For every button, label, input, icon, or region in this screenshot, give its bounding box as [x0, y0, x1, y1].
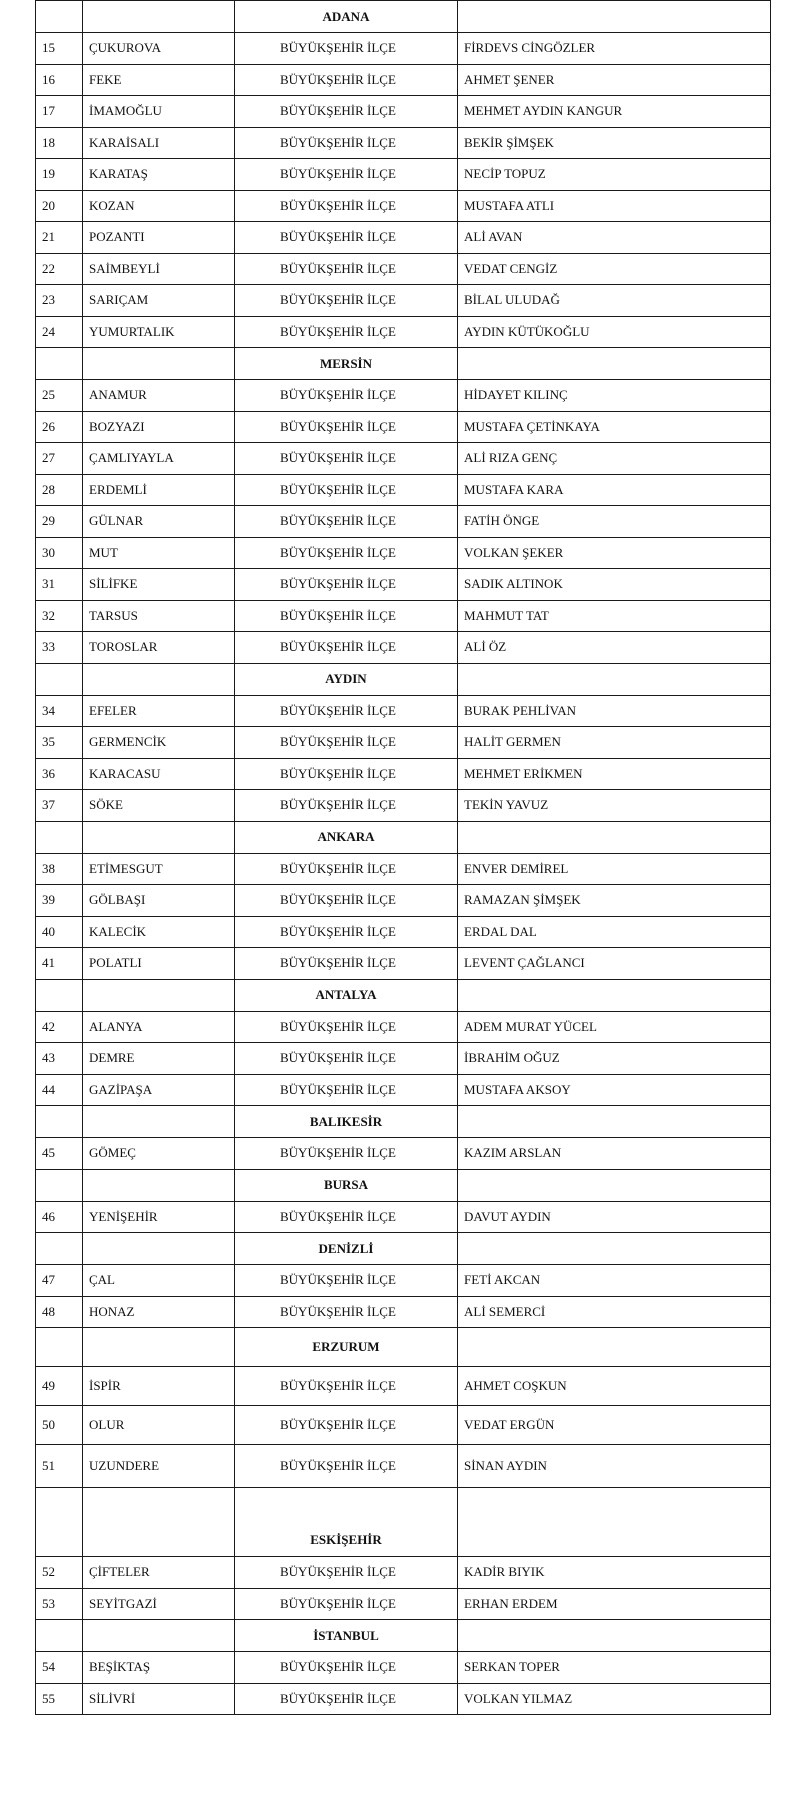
table-row: [36, 127, 771, 159]
municipality-type: BÜYÜKŞEHİR İLÇE: [235, 1265, 458, 1297]
candidate-name: MUSTAFA KARA: [458, 474, 771, 506]
municipality-type: BÜYÜKŞEHİR İLÇE: [235, 1588, 458, 1620]
district-name: GERMENCİK: [83, 727, 235, 759]
municipality-type: BÜYÜKŞEHİR İLÇE: [235, 443, 458, 475]
empty-cell: [83, 663, 235, 695]
candidate-name: FİRDEVS CİNGÖZLER: [458, 33, 771, 65]
municipality-type: BÜYÜKŞEHİR İLÇE: [235, 96, 458, 128]
table-row: [36, 190, 771, 222]
district-name: BEŞİKTAŞ: [83, 1652, 235, 1684]
table-row: [36, 853, 771, 885]
candidate-name: KADİR BIYIK: [458, 1557, 771, 1589]
district-name: DEMRE: [83, 1043, 235, 1075]
empty-cell: [458, 1169, 771, 1201]
candidate-name: BEKİR ŞİMŞEK: [458, 127, 771, 159]
table-row: [36, 1011, 771, 1043]
municipality-type: BÜYÜKŞEHİR İLÇE: [235, 916, 458, 948]
row-number: 24: [36, 316, 83, 348]
row-number: 40: [36, 916, 83, 948]
district-name: GÜLNAR: [83, 506, 235, 538]
empty-cell: [458, 821, 771, 853]
table-row: [36, 569, 771, 601]
municipality-type: BÜYÜKŞEHİR İLÇE: [235, 537, 458, 569]
candidate-name: VEDAT ERGÜN: [458, 1406, 771, 1445]
row-number: 51: [36, 1445, 83, 1488]
row-number: 27: [36, 443, 83, 475]
candidate-name: KAZIM ARSLAN: [458, 1138, 771, 1170]
table-row: [36, 1201, 771, 1233]
candidate-name: SİNAN AYDIN: [458, 1445, 771, 1488]
candidate-name: AYDIN KÜTÜKOĞLU: [458, 316, 771, 348]
empty-cell: [36, 663, 83, 695]
row-number: 43: [36, 1043, 83, 1075]
province-name: MERSİN: [235, 348, 458, 380]
municipality-type: BÜYÜKŞEHİR İLÇE: [235, 159, 458, 191]
municipality-type: BÜYÜKŞEHİR İLÇE: [235, 1011, 458, 1043]
province-name: ANKARA: [235, 821, 458, 853]
row-number: 45: [36, 1138, 83, 1170]
district-name: KOZAN: [83, 190, 235, 222]
municipality-type: BÜYÜKŞEHİR İLÇE: [235, 380, 458, 412]
district-name: SAİMBEYLİ: [83, 253, 235, 285]
empty-cell: [458, 1620, 771, 1652]
municipality-type: BÜYÜKŞEHİR İLÇE: [235, 1043, 458, 1075]
municipality-type: BÜYÜKŞEHİR İLÇE: [235, 1683, 458, 1715]
table-row: [36, 1652, 771, 1684]
district-name: TARSUS: [83, 600, 235, 632]
district-name: GÖLBAŞI: [83, 885, 235, 917]
row-number: 47: [36, 1265, 83, 1297]
candidate-name: ALİ ÖZ: [458, 632, 771, 664]
empty-cell: [36, 821, 83, 853]
empty-cell: [458, 979, 771, 1011]
table-row: [36, 1557, 771, 1589]
province-name: ADANA: [235, 1, 458, 33]
candidate-name: MUSTAFA ÇETİNKAYA: [458, 411, 771, 443]
empty-cell: [83, 1488, 235, 1557]
empty-cell: [458, 1328, 771, 1367]
province-header-row: [36, 979, 771, 1011]
municipality-type: BÜYÜKŞEHİR İLÇE: [235, 64, 458, 96]
row-number: 31: [36, 569, 83, 601]
row-number: 30: [36, 537, 83, 569]
table-row: [36, 537, 771, 569]
row-number: 44: [36, 1074, 83, 1106]
municipality-type: BÜYÜKŞEHİR İLÇE: [235, 790, 458, 822]
table-row: [36, 1074, 771, 1106]
empty-cell: [36, 1620, 83, 1652]
table-row: [36, 1406, 771, 1445]
table-row: [36, 885, 771, 917]
row-number: 32: [36, 600, 83, 632]
province-name: BURSA: [235, 1169, 458, 1201]
province-header-row: [36, 1, 771, 33]
candidate-name: MEHMET ERİKMEN: [458, 758, 771, 790]
municipality-type: BÜYÜKŞEHİR İLÇE: [235, 411, 458, 443]
district-name: İMAMOĞLU: [83, 96, 235, 128]
table-row: [36, 159, 771, 191]
municipality-type: BÜYÜKŞEHİR İLÇE: [235, 1296, 458, 1328]
candidate-name: DAVUT AYDIN: [458, 1201, 771, 1233]
empty-cell: [83, 1106, 235, 1138]
candidate-name: ADEM MURAT YÜCEL: [458, 1011, 771, 1043]
table-row: [36, 285, 771, 317]
row-number: 41: [36, 948, 83, 980]
district-name: KARAİSALI: [83, 127, 235, 159]
district-name: MUT: [83, 537, 235, 569]
municipality-type: BÜYÜKŞEHİR İLÇE: [235, 1201, 458, 1233]
municipality-type: BÜYÜKŞEHİR İLÇE: [235, 253, 458, 285]
district-name: TOROSLAR: [83, 632, 235, 664]
province-name: ERZURUM: [235, 1328, 458, 1367]
row-number: 49: [36, 1367, 83, 1406]
municipality-type: BÜYÜKŞEHİR İLÇE: [235, 1557, 458, 1589]
table-row: [36, 1367, 771, 1406]
empty-cell: [458, 1233, 771, 1265]
row-number: 54: [36, 1652, 83, 1684]
province-header-row: [36, 1106, 771, 1138]
candidate-list-document: [35, 0, 770, 1715]
table-row: [36, 1588, 771, 1620]
empty-cell: [36, 1, 83, 33]
district-name: FEKE: [83, 64, 235, 96]
candidate-name: MUSTAFA ATLI: [458, 190, 771, 222]
district-name: ÇAMLIYAYLA: [83, 443, 235, 475]
row-number: 26: [36, 411, 83, 443]
district-name: KARATAŞ: [83, 159, 235, 191]
empty-cell: [458, 348, 771, 380]
empty-cell: [83, 1, 235, 33]
district-name: POLATLI: [83, 948, 235, 980]
empty-cell: [36, 348, 83, 380]
row-number: 52: [36, 1557, 83, 1589]
municipality-type: BÜYÜKŞEHİR İLÇE: [235, 1652, 458, 1684]
row-number: 20: [36, 190, 83, 222]
row-number: 33: [36, 632, 83, 664]
candidate-name: FATİH ÖNGE: [458, 506, 771, 538]
table-row: [36, 1265, 771, 1297]
municipality-type: BÜYÜKŞEHİR İLÇE: [235, 285, 458, 317]
municipality-type: BÜYÜKŞEHİR İLÇE: [235, 695, 458, 727]
candidate-name: LEVENT ÇAĞLANCI: [458, 948, 771, 980]
row-number: 37: [36, 790, 83, 822]
table-row: [36, 253, 771, 285]
candidate-name: HİDAYET KILINÇ: [458, 380, 771, 412]
province-header-row: [36, 821, 771, 853]
table-row: [36, 758, 771, 790]
province-name: AYDIN: [235, 663, 458, 695]
table-row: [36, 600, 771, 632]
empty-cell: [83, 1169, 235, 1201]
province-header-row: [36, 348, 771, 380]
table-row: [36, 1445, 771, 1488]
row-number: 34: [36, 695, 83, 727]
district-name: İSPİR: [83, 1367, 235, 1406]
province-name: BALIKESİR: [235, 1106, 458, 1138]
municipality-type: BÜYÜKŞEHİR İLÇE: [235, 569, 458, 601]
district-name: HONAZ: [83, 1296, 235, 1328]
row-number: 18: [36, 127, 83, 159]
row-number: 48: [36, 1296, 83, 1328]
empty-cell: [458, 1, 771, 33]
district-name: ÇUKUROVA: [83, 33, 235, 65]
candidate-name: BİLAL ULUDAĞ: [458, 285, 771, 317]
row-number: 42: [36, 1011, 83, 1043]
district-name: YUMURTALIK: [83, 316, 235, 348]
candidate-name: AHMET COŞKUN: [458, 1367, 771, 1406]
district-name: ÇAL: [83, 1265, 235, 1297]
candidate-name: BURAK PEHLİVAN: [458, 695, 771, 727]
candidate-name: ALİ SEMERCİ: [458, 1296, 771, 1328]
district-name: GÖMEÇ: [83, 1138, 235, 1170]
empty-cell: [36, 1169, 83, 1201]
row-number: 55: [36, 1683, 83, 1715]
empty-cell: [458, 663, 771, 695]
district-name: ALANYA: [83, 1011, 235, 1043]
candidate-table: [35, 0, 771, 1715]
municipality-type: BÜYÜKŞEHİR İLÇE: [235, 885, 458, 917]
province-name: DENİZLİ: [235, 1233, 458, 1265]
municipality-type: BÜYÜKŞEHİR İLÇE: [235, 474, 458, 506]
district-name: SİLİFKE: [83, 569, 235, 601]
municipality-type: BÜYÜKŞEHİR İLÇE: [235, 1406, 458, 1445]
candidate-name: FETİ AKCAN: [458, 1265, 771, 1297]
table-row: [36, 1296, 771, 1328]
row-number: 19: [36, 159, 83, 191]
table-row: [36, 790, 771, 822]
empty-cell: [36, 1233, 83, 1265]
district-name: BOZYAZI: [83, 411, 235, 443]
candidate-name: TEKİN YAVUZ: [458, 790, 771, 822]
province-name: İSTANBUL: [235, 1620, 458, 1652]
candidate-name: ERHAN ERDEM: [458, 1588, 771, 1620]
table-row: [36, 474, 771, 506]
row-number: 29: [36, 506, 83, 538]
province-header-row: [36, 1233, 771, 1265]
district-name: KARACASU: [83, 758, 235, 790]
municipality-type: BÜYÜKŞEHİR İLÇE: [235, 600, 458, 632]
municipality-type: BÜYÜKŞEHİR İLÇE: [235, 758, 458, 790]
candidate-name: MUSTAFA AKSOY: [458, 1074, 771, 1106]
municipality-type: BÜYÜKŞEHİR İLÇE: [235, 316, 458, 348]
candidate-name: NECİP TOPUZ: [458, 159, 771, 191]
table-row: [36, 380, 771, 412]
table-row: [36, 33, 771, 65]
table-row: [36, 443, 771, 475]
empty-cell: [83, 979, 235, 1011]
empty-cell: [36, 1488, 83, 1557]
municipality-type: BÜYÜKŞEHİR İLÇE: [235, 190, 458, 222]
municipality-type: BÜYÜKŞEHİR İLÇE: [235, 127, 458, 159]
row-number: 16: [36, 64, 83, 96]
table-row: [36, 1138, 771, 1170]
municipality-type: BÜYÜKŞEHİR İLÇE: [235, 948, 458, 980]
row-number: 15: [36, 33, 83, 65]
row-number: 21: [36, 222, 83, 254]
table-row: [36, 96, 771, 128]
table-row: [36, 727, 771, 759]
table-row: [36, 695, 771, 727]
candidate-name: MEHMET AYDIN KANGUR: [458, 96, 771, 128]
empty-cell: [36, 1328, 83, 1367]
province-header-row: [36, 1328, 771, 1367]
candidate-name: ALİ RIZA GENÇ: [458, 443, 771, 475]
candidate-name: RAMAZAN ŞİMŞEK: [458, 885, 771, 917]
province-header-row: [36, 663, 771, 695]
candidate-name: SADIK ALTINOK: [458, 569, 771, 601]
district-name: OLUR: [83, 1406, 235, 1445]
district-name: POZANTI: [83, 222, 235, 254]
table-row: [36, 948, 771, 980]
district-name: EFELER: [83, 695, 235, 727]
empty-cell: [83, 1620, 235, 1652]
candidate-name: VOLKAN YILMAZ: [458, 1683, 771, 1715]
empty-cell: [83, 821, 235, 853]
province-name: ANTALYA: [235, 979, 458, 1011]
municipality-type: BÜYÜKŞEHİR İLÇE: [235, 632, 458, 664]
row-number: 22: [36, 253, 83, 285]
row-number: 35: [36, 727, 83, 759]
table-body: [36, 1, 771, 1715]
row-number: 53: [36, 1588, 83, 1620]
candidate-name: AHMET ŞENER: [458, 64, 771, 96]
candidate-name: VOLKAN ŞEKER: [458, 537, 771, 569]
province-name: ESKİŞEHİR: [235, 1488, 458, 1557]
row-number: 38: [36, 853, 83, 885]
province-header-row: [36, 1620, 771, 1652]
district-name: YENİŞEHİR: [83, 1201, 235, 1233]
province-header-row: [36, 1169, 771, 1201]
municipality-type: BÜYÜKŞEHİR İLÇE: [235, 1138, 458, 1170]
empty-cell: [83, 348, 235, 380]
table-row: [36, 411, 771, 443]
table-row: [36, 222, 771, 254]
row-number: 46: [36, 1201, 83, 1233]
empty-cell: [36, 1106, 83, 1138]
table-row: [36, 506, 771, 538]
candidate-name: ENVER DEMİREL: [458, 853, 771, 885]
row-number: 36: [36, 758, 83, 790]
municipality-type: BÜYÜKŞEHİR İLÇE: [235, 33, 458, 65]
district-name: UZUNDERE: [83, 1445, 235, 1488]
empty-cell: [83, 1233, 235, 1265]
district-name: SÖKE: [83, 790, 235, 822]
row-number: 39: [36, 885, 83, 917]
province-header-row: [36, 1488, 771, 1557]
district-name: ETİMESGUT: [83, 853, 235, 885]
district-name: ERDEMLİ: [83, 474, 235, 506]
candidate-name: VEDAT CENGİZ: [458, 253, 771, 285]
municipality-type: BÜYÜKŞEHİR İLÇE: [235, 853, 458, 885]
municipality-type: BÜYÜKŞEHİR İLÇE: [235, 506, 458, 538]
row-number: 17: [36, 96, 83, 128]
row-number: 23: [36, 285, 83, 317]
candidate-name: İBRAHİM OĞUZ: [458, 1043, 771, 1075]
table-row: [36, 1043, 771, 1075]
candidate-name: HALİT GERMEN: [458, 727, 771, 759]
row-number: 25: [36, 380, 83, 412]
table-row: [36, 316, 771, 348]
table-row: [36, 916, 771, 948]
empty-cell: [458, 1488, 771, 1557]
candidate-name: ERDAL DAL: [458, 916, 771, 948]
district-name: SARIÇAM: [83, 285, 235, 317]
municipality-type: BÜYÜKŞEHİR İLÇE: [235, 222, 458, 254]
row-number: 50: [36, 1406, 83, 1445]
municipality-type: BÜYÜKŞEHİR İLÇE: [235, 1445, 458, 1488]
empty-cell: [458, 1106, 771, 1138]
table-row: [36, 632, 771, 664]
row-number: 28: [36, 474, 83, 506]
municipality-type: BÜYÜKŞEHİR İLÇE: [235, 1074, 458, 1106]
table-row: [36, 64, 771, 96]
empty-cell: [36, 979, 83, 1011]
district-name: SEYİTGAZİ: [83, 1588, 235, 1620]
municipality-type: BÜYÜKŞEHİR İLÇE: [235, 727, 458, 759]
district-name: KALECİK: [83, 916, 235, 948]
district-name: SİLİVRİ: [83, 1683, 235, 1715]
district-name: GAZİPAŞA: [83, 1074, 235, 1106]
candidate-name: ALİ AVAN: [458, 222, 771, 254]
table-row: [36, 1683, 771, 1715]
district-name: ANAMUR: [83, 380, 235, 412]
district-name: ÇİFTELER: [83, 1557, 235, 1589]
candidate-name: SERKAN TOPER: [458, 1652, 771, 1684]
candidate-name: MAHMUT TAT: [458, 600, 771, 632]
empty-cell: [83, 1328, 235, 1367]
municipality-type: BÜYÜKŞEHİR İLÇE: [235, 1367, 458, 1406]
